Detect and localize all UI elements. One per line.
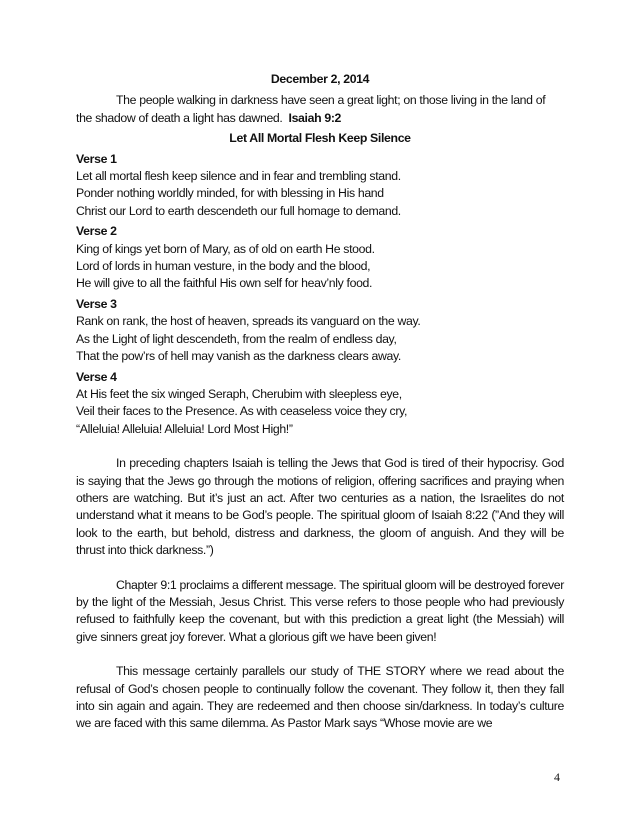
verse-line: Christ our Lord to earth descendeth our full homage to demand. — [76, 203, 401, 218]
verse-line: That the pow’rs of hell may vanish as the darkness clears away. — [76, 349, 401, 364]
verse-line: Let all mortal flesh keep silence and in fear and trembling stand. — [76, 169, 401, 184]
hymn-verse — [76, 223, 564, 293]
scripture-reference: Isaiah 9:2 — [288, 110, 342, 125]
verse-line: Veil their faces to the Presence. As with ceaseless voice they cry, — [76, 404, 408, 419]
verse-line: As the Light of light descendeth, from the realm of endless day, — [76, 331, 397, 346]
hymn-verse — [76, 369, 564, 439]
verse-line: King of kings yet born of Mary, as of old on earth He stood. — [76, 241, 375, 256]
verse-line: “Alleluia! Alleluia! Alleluia! Lord Most High!” — [76, 421, 293, 436]
hymn-title: Let All Mortal Flesh Keep Silence — [229, 131, 411, 146]
verse-heading: Verse 4 — [76, 369, 117, 384]
verse-line: Rank on rank, the host of heaven, spreads its vanguard on the way. — [76, 314, 421, 329]
verse-line: Ponder nothing worldly minded, for with blessing in His hand — [76, 186, 384, 201]
hymn-verse — [76, 296, 564, 366]
body-paragraph: This message certainly parallels our study of THE STORY where we read about the refusal of God’s chosen people to continually follow the covenant. They follow it, then they fall into sin again and again. They are redeemed and then choose sin/darkness. In today’s culture we are faced with this same dilemma. As Pastor Mark says “Whose movie are we — [76, 664, 564, 731]
devotional-date: December 2, 2014 — [270, 72, 370, 86]
body-paragraph: Chapter 9:1 proclaims a different message. The spiritual gloom will be destroyed forever by the light of the Messiah, Jesus Christ. This verse refers to those people who had previously refused to faithfully keep the covenant, but with this prediction a great light (the Messiah) will give sinners great joy forever. What a glorious gift we have been given! — [76, 577, 564, 644]
hymn-verse — [76, 151, 564, 221]
scripture-intro — [76, 92, 564, 127]
verse-line: He will give to all the faithful His own self for heav’nly food. — [76, 276, 373, 291]
verse-heading: Verse 1 — [76, 151, 117, 166]
page-number: 4 — [554, 770, 560, 784]
verse-heading: Verse 3 — [76, 296, 117, 311]
verse-line: Lord of lords in human vesture, in the body and the blood, — [76, 259, 371, 274]
scripture-text: The people walking in darkness have seen a great light; on those living in the land of the shadow of death a light has dawned. — [76, 93, 546, 125]
body-paragraph: In preceding chapters Isaiah is telling the Jews that God is tired of their hypocrisy. God is saying that the Jews go through the motions of religion, offering sacrifices and praying when others are watching. But it’s just an act. After two centuries as a nation, the Israelites do not understand what it means to be God’s people. The spiritual gloom of Isaiah 8:22 (”And they will look to the earth, but behold, distress and darkness, the gloom of anguish. And they will be thrust into thick darkness.”) — [76, 456, 564, 558]
verse-heading: Verse 2 — [76, 224, 117, 239]
page-body — [76, 71, 564, 733]
verse-line: At His feet the six winged Seraph, Cherubim with sleepless eye, — [76, 386, 402, 401]
